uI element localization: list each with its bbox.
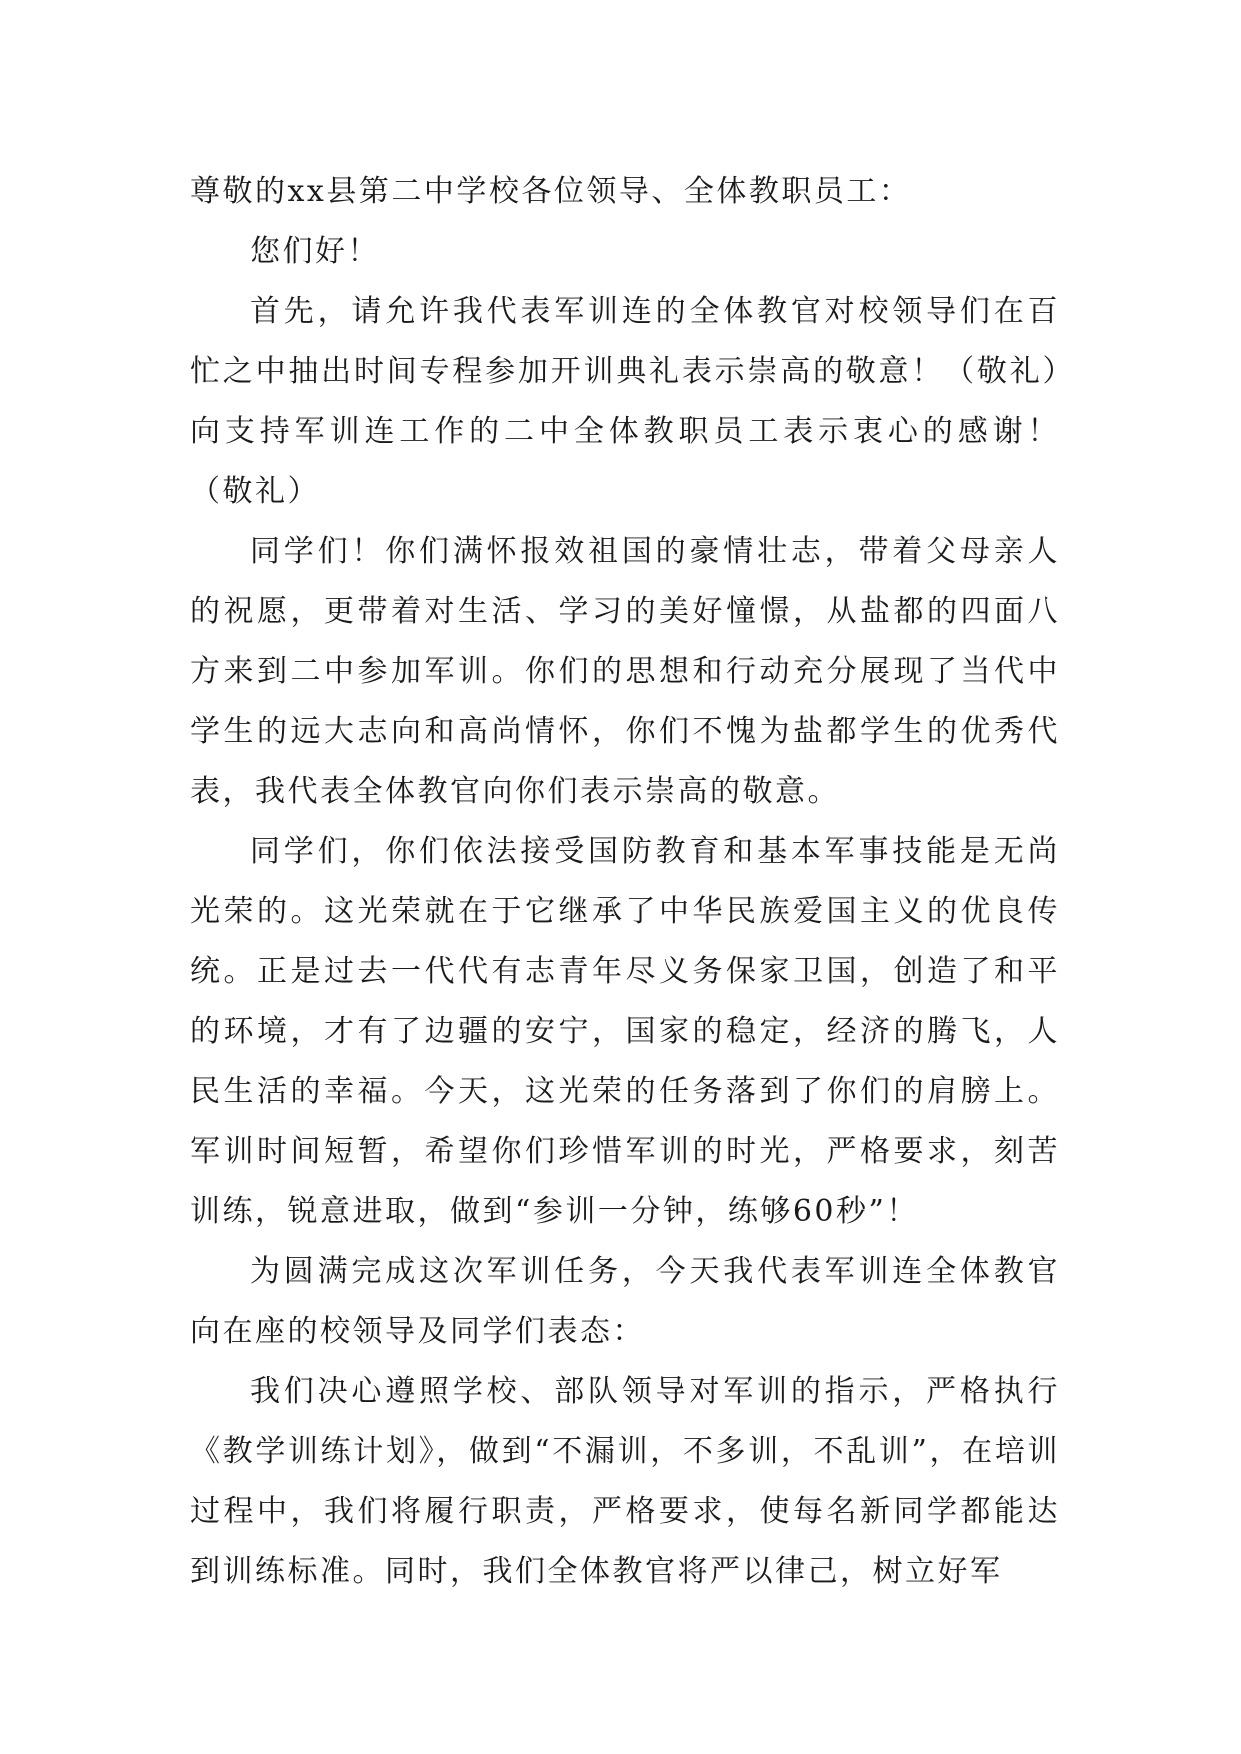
paragraph-pledge: 我们决心遵照学校、部队领导对军训的指示，严格执行《教学训练计划》，做到“不漏训，不多训，不乱训”，在培训过程中，我们将履行职责，严格要求，使每名新同学都能达到训练标准。同时，我们全体教官将严以律己，树立好军 (190, 1374, 1060, 1589)
document-body (190, 162, 1060, 1602)
paragraph-students: 同学们！你们满怀报效祖国的豪情壮志，带着父母亲人的祝愿，更带着对生活、学习的美好憧憬，从盐都的四面八方来到二中参加军训。你们的思想和行动充分展现了当代中学生的远大志向和高尚情怀，你们不愧为盐都学生的优秀代表，我代表全体教官向你们表示崇高的敬意。 (190, 534, 1060, 809)
salutation: 尊敬的xx县第二中学校各位领导、全体教职员工： (190, 174, 912, 209)
paragraph-pledge-intro: 为圆满完成这次军训任务，今天我代表军训连全体教官向在座的校领导及同学们表态： (190, 1254, 1060, 1349)
paragraph-thanks: 首先，请允许我代表军训连的全体教官对校领导们在百忙之中抽出时间专程参加开训典礼表示崇高的敬意！（敬礼）向支持军训连工作的二中全体教职员工表示衷心的感谢！（敬礼） (190, 294, 1060, 509)
paragraph-honor: 同学们，你们依法接受国防教育和基本军事技能是无尚光荣的。这光荣就在于它继承了中华民族爱国主义的优良传统。正是过去一代代有志青年尽义务保家卫国，创造了和平的环境，才有了边疆的安宁，国家的稳定，经济的腾飞，人民生活的幸福。今天，这光荣的任务落到了你们的肩膀上。军训时间短暂，希望你们珍惜军训的时光，严格要求，刻苦训练，锐意进取，做到“参训一分钟，练够60秒”！ (190, 834, 1060, 1229)
paragraph-greeting: 您们好！ (250, 234, 380, 269)
